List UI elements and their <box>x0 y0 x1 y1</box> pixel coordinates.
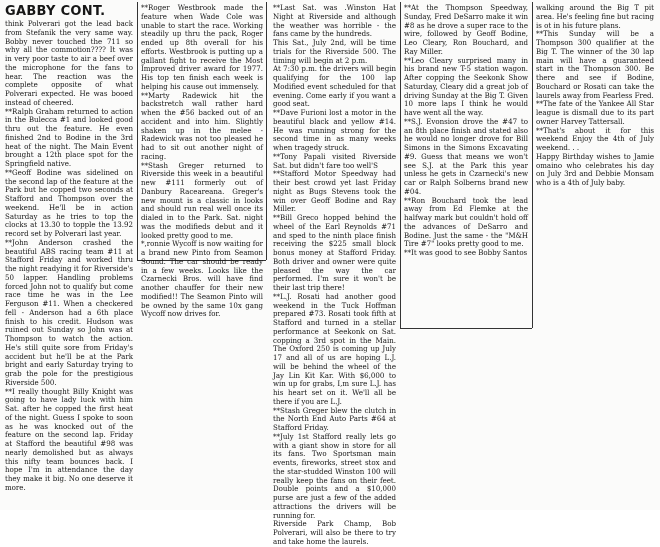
paragraph: **Dave Furioni lost a motor in the beautiful black and yellow #14. He was running strong for the second time in as many weeks when tragedy struck. <box>273 108 396 152</box>
paragraph: **Leo Cleary surprised many in his brand new T-5 station wagon. After copping the Seekonk Show Saturday, Cleary did a great job of driving Sunday at the Big T. Given 10 more laps I think he would have went all the way. <box>404 55 528 117</box>
column-1 <box>5 4 133 504</box>
paragraph: **That's about it for this weekend Enjoy the 4th of July weekend. . . <box>536 125 654 152</box>
paragraph: **Ralph Graham returned to action in the Bulecca #1 and looked good thru out the feature. He even finished 2nd to Bodine in the 3rd heat of the night. The Main Event brought a 12th place spot for the Springfield native. <box>5 106 133 168</box>
paragraph: At 7:30 p.m. the drivers will begin qualifying for the 100 lap Modified event scheduled for that evening. Come early if you want a good seat. <box>273 64 396 109</box>
paragraph: **The fate of the Yankee All Star league is dismall due to its part owner Harvey Tattersall. <box>536 99 654 126</box>
paragraph: **Roger Westbrook made the feature when Wade Cole was unable to start the race. Working steadily up thru the pack, Roger ended up 8th overall for his efforts. Westbrook is putting up a gallant fight to receive the Most Improved driver award for 1977. His top ten finish each week is helping his cause out immensely. <box>141 3 263 91</box>
paragraph: Riverside Park Champ, Bob Polverari, will also be there to try and take home the laurels. <box>273 519 396 546</box>
section-heading: GABBY CONT. <box>5 4 106 19</box>
paragraph: **July 1st Stafford really lets go with a giant show in store for all its fans. Two Sportsman main events, fireworks, street stox and the star-studded Winston 100 will really keep the fans on their feet. Double points and a $10,000 purse are just a few of the added attractions the drivers will be running for. <box>273 431 396 520</box>
paragraph: **It was good to see Bobby Santos <box>404 248 528 257</box>
column-divider <box>266 2 267 260</box>
paragraph: **Last Sat. was .Winston Hat Night at Riverside and although the weather was horrible - the fans came by the hundreds. <box>273 3 396 39</box>
paragraph: Happy Birthday wishes to Jamie omaino who celebrates his day on July 3rd and Debbie Monsam who is a 4th of July baby. <box>536 151 654 187</box>
column-4 <box>404 4 528 324</box>
column-divider <box>532 2 533 328</box>
paragraph: think Polverari got the lead back from Stefanik the very same way. Bobby never touched the 711 so why all the commotion???? It was in very poor taste to air a beef over the microphone for the fans to hear. The reaction was the complete opposite of what Polverari expected. He was booed instead of cheered. <box>5 19 133 107</box>
column-2 <box>141 3 263 319</box>
column-divider <box>400 328 532 329</box>
paragraph: *,ronnie Wycoff is now waiting for a brand new Pinto from Seamon Sound. The car should be ready in a few weeks. Looks like the Czarnecki Bros. will have find another chauffer for their new modified!! The Seamon Pinto will be owned by the same 10x gang Wycoff now drives for. <box>141 239 263 319</box>
paragraph: **Stafford Motor Speedway had their best crowd yet last Friday night as Bugs Stevens took the win over Geoff Bodine and Ray Miller. <box>273 169 396 214</box>
paragraph: **Tony Papali visited Riverside Sat. but didn't fare too well'S <box>273 151 396 170</box>
paragraph: **Stash Greger blew the clutch in the North End Auto Parts #64 at Stafford Friday. <box>273 405 396 432</box>
column-divider <box>400 2 401 328</box>
paragraph: **Geoff Bodine was sidelined on the second lap of the feature at the Park but he copped two seconds at Stafford and Thompson over the weekend. He'll be in action Saturday as he tries to top the clocks at 13.30 to topple the 13.92 record set by Polverari last year. <box>5 167 133 238</box>
column-divider <box>137 2 138 260</box>
paragraph: **This Sunday will be a Thompson 300 qualifier at the Big T. The winner of the 30 lap main will have a guaranteed start in the Thompson 300. Be there and see if Bodine, Bouchard or Rosati can take the laurels away from Fearless Fred. <box>536 29 654 100</box>
paragraph: **I really thought Billy Knight was going to have lady luck with him Sat. after he copped the first heat of the night. Guess I spoke to soon as he was knocked out of the feature on the second lap. Friday at Stafford the beautiful #98 was nearly demolished but as always this nifty team bounces back. I hope I'm in attendance the day they make it big. No one deserve it more. <box>5 386 133 492</box>
paragraph: **John Anderson crashed the beautiful ABS racing team #11 at Stafford Friday and worked thru the night readying it for Riverside's 50 lapper. Handling problems forced John not to qualify but come race time he was in the Lee Ferguson #11. When a checkered fell - Anderson had a 6th place finish to his credit. Hudson was ruined out Sunday so John was at Thompson to watch the action. He's still quite sore from Friday's accident but he'll be at the Park bright and early Saturday trying to grab the pole for the prestigious Riverside 500. <box>5 237 133 387</box>
paragraph: **L.J. Rosati had another good weekend in the Tuck Hoffman prepared #73. Rosati took fifth at Stafford and turned in a stellar performance at Seekonk on Sat. copping a 3rd spot in the Main. The Oxford 250 is coming up July 17 and all of us are hoping L.J. will be behind the wheel of the Jay Lin Kit Kar. With $6,000 to win up for grabs, I,m sure L.J. has his heart set on it. We'll all be there if you are L.J. <box>273 291 396 406</box>
paragraph: This Sat., July 2nd, will be time trials for the Riverside 500. The timing will begin at 2 p.m. <box>273 38 396 65</box>
paragraph: **Ron Bouchard took the lead away from Ed Flemke at the halfway mark but couldn't hold off the advances of DeSarro and Bodine. Just the same - the "M&H Tire #7" looks pretty good to me. <box>404 195 528 249</box>
column-3 <box>273 3 396 546</box>
paragraph: **At the Thompson Speedway, Sunday, Fred DeSarro make it win #8 as he drove a super race to the wire, followed by Geoff Bodine, Leo Cleary, Ron Bouchard, and Ray Miller. <box>404 3 528 56</box>
column-5 <box>536 3 654 187</box>
paragraph: **Bill Greco hopped behind the wheel of the Earl Reynolds #71 and sped to the ninth place finish receiving the $225 small block bonus money at Stafford Friday. Both driver and owner were quite pleased the way the car performed. I'm sure it won't be their last trip there! <box>273 213 396 292</box>
paragraph: **S.J. Evonsion drove the #47 to an 8th place finish and stated also he would no longer drove for Bill Simons in the Simons Excavating #9. Guess that means we won't see S.J. at the Park this year unless he gets in Czarnecki's new car or Ralph Solberns brand new #04. <box>404 116 528 196</box>
paragraph: walking around the Big T pit area. He's feeling fine but racing is ot in his future plans. <box>536 3 654 30</box>
paragraph: **Marty Radewick hit the backstretch wall rather hard when the #56 backed out of an accident and into him. Slightly shaken up in the melee - Radewick was not too pleased he had to sit out another night of racing. <box>141 90 263 161</box>
paragraph: **Stash Greger returned to Riverside this week in a beautiful new #111 formerly out of Danbury Raceareana. Greger's new mount is a classic in looks and should run real well once its dialed in to the Park. Sat. night was the modifieds debut and it looked pretty good to me. <box>141 160 263 240</box>
